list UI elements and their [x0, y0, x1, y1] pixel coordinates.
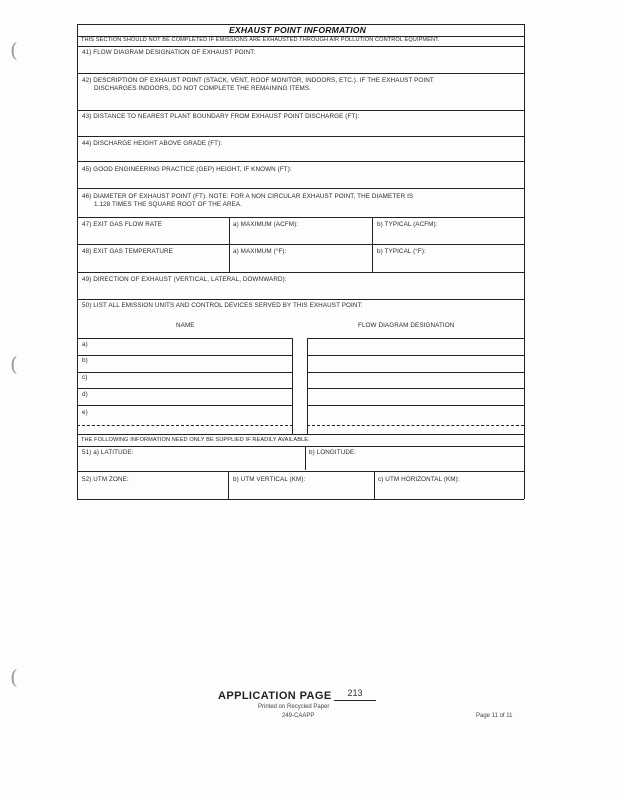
q41-input[interactable]: [78, 58, 523, 72]
q42-label-line2: DISCHARGES INDOORS, DO NOT COMPLETE THE REMAINING ITEMS.: [94, 85, 312, 92]
form-code: 249-CAAPP: [282, 713, 315, 719]
q51a-label: 51) a) LATITUDE:: [82, 449, 134, 456]
row-d-label: d): [82, 391, 88, 398]
binder-hole-mark-bottom: (: [10, 665, 18, 689]
q42-input[interactable]: [78, 94, 523, 108]
q48a-input[interactable]: [230, 257, 371, 270]
q52a-input[interactable]: [78, 484, 227, 498]
row-c-designation-input[interactable]: [308, 373, 523, 387]
row-d-designation-input[interactable]: [308, 390, 523, 404]
q51b-input[interactable]: [306, 457, 523, 469]
row-e-name-input[interactable]: [92, 407, 291, 424]
q52b-input[interactable]: [229, 484, 373, 498]
q50-label: 50) LIST ALL EMISSION UNITS AND CONTROL DEVICES SERVED BY THIS EXHAUST POINT:: [82, 302, 363, 309]
binder-hole-mark-middle: (: [10, 352, 18, 376]
q49-label: 49) DIRECTION OF EXHAUST (VERTICAL, LATERAL, DOWNWARD):: [82, 276, 287, 283]
q47a-input[interactable]: [230, 230, 371, 243]
recycled-paper-note: Printed on Recycled Paper: [258, 704, 330, 710]
row-b-designation-input[interactable]: [308, 356, 523, 371]
q46-label-line2: 1.128 TIMES THE SQUARE ROOT OF THE AREA.: [94, 201, 243, 208]
column-header-name: NAME: [176, 322, 195, 329]
q48a-label: a) MAXIMUM (°F):: [233, 248, 287, 255]
q45-label: 45) GOOD ENGINEERING PRACTICE (GEP) HEIGHT, IF KNOWN (FT):: [82, 166, 292, 173]
q52c-input[interactable]: [375, 484, 523, 498]
q52b-label: b) UTM VERTICAL (KM):: [233, 476, 306, 483]
q52a-label: 52) UTM ZONE:: [82, 476, 129, 483]
row-a-designation-input[interactable]: [308, 340, 523, 354]
form-title: EXHAUST POINT INFORMATION: [229, 25, 367, 35]
q47-label: 47) EXIT GAS FLOW RATE: [82, 221, 162, 228]
q43-label: 43) DISTANCE TO NEAREST PLANT BOUNDARY FROM EXHAUST POINT DISCHARGE (FT):: [82, 113, 360, 120]
q44-label: 44) DISCHARGE HEIGHT ABOVE GRADE (FT):: [82, 140, 223, 147]
optional-notice: THE FOLLOWING INFORMATION NEED ONLY BE SUPPLIED IF READILY AVAILABLE.: [81, 437, 310, 443]
row-a-label: a): [82, 341, 88, 348]
row-d-name-input[interactable]: [92, 390, 291, 404]
binder-hole-mark-top: (: [10, 38, 18, 62]
page-number: 213: [347, 688, 363, 698]
q42-label-line1: 42) DESCRIPTION OF EXHAUST POINT (STACK, VENT, ROOF MONITOR, INDOORS, ETC.). IF THE EXHAUST POINT: [82, 77, 434, 84]
page-of-count: Page 11 of 11: [476, 713, 513, 719]
row-e-designation-input[interactable]: [308, 407, 523, 424]
column-header-flow-designation: FLOW DIAGRAM DESIGNATION: [358, 322, 455, 329]
row-b-label: b): [82, 357, 88, 364]
q52c-label: c) UTM HORIZONTAL (KM):: [378, 476, 460, 483]
application-page-title: APPLICATION PAGE: [218, 690, 332, 702]
q46-label-line1: 46) DIAMETER OF EXHAUST POINT (FT). NOTE: FOR A NON CIRCULAR EXHAUST POINT, THE DIAMETER IS: [82, 193, 414, 200]
q47a-label: a) MAXIMUM (ACFM):: [233, 221, 299, 228]
q48b-input[interactable]: [373, 257, 523, 270]
q48b-label: b) TYPICAL (°F):: [377, 248, 426, 255]
q41-label: 41) FLOW DIAGRAM DESIGNATION OF EXHAUST POINT:: [82, 49, 256, 56]
q47b-input[interactable]: [373, 230, 523, 243]
q51a-input[interactable]: [78, 457, 304, 469]
row-a-name-input[interactable]: [92, 340, 291, 354]
row-b-name-input[interactable]: [92, 356, 291, 371]
q45-input[interactable]: [78, 175, 523, 187]
q49-input[interactable]: [78, 285, 523, 297]
row-e-label: e): [82, 409, 88, 416]
q43-input[interactable]: [78, 122, 523, 135]
q51b-label: b) LONGITUDE:: [309, 449, 357, 456]
row-c-name-input[interactable]: [92, 373, 291, 387]
q47b-label: b) TYPICAL (ACFM):: [377, 221, 438, 228]
row-c-label: c): [82, 374, 88, 381]
section-notice: THIS SECTION SHOULD NOT BE COMPLETED IF EMISSIONS ARE EXHAUSTED THROUGH AIR POLLUTION CONTROL EQUIPMENT.: [81, 37, 440, 43]
q44-input[interactable]: [78, 149, 523, 160]
q48-label: 48) EXIT GAS TEMPERATURE: [82, 248, 173, 255]
